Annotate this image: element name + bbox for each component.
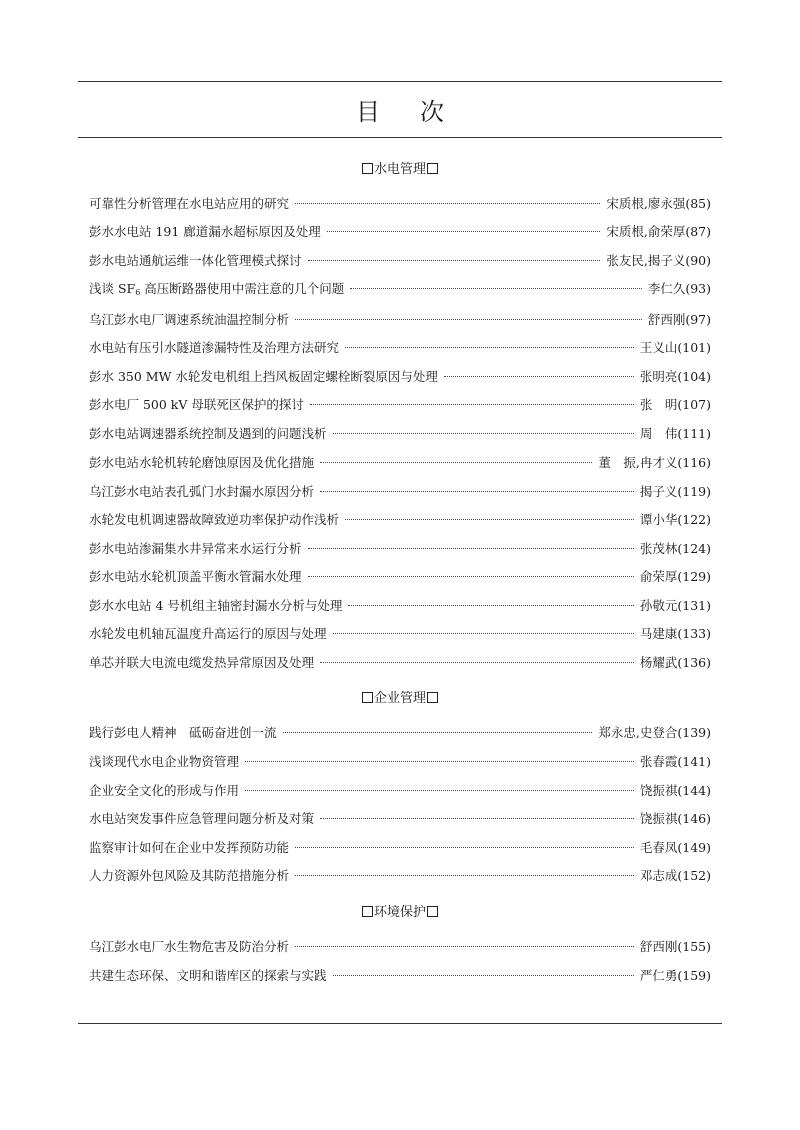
- entry-title: 乌江彭水电站表孔弧门水封漏水原因分析: [89, 484, 315, 499]
- dot-leader: [320, 818, 634, 819]
- entry-title: 水轮发电机调速器故障致逆功率保护动作浅析: [89, 512, 340, 527]
- entry-author-page: 宋质根,廖永强(85): [606, 196, 711, 211]
- entry-title: 人力资源外包风险及其防范措施分析: [89, 868, 290, 883]
- entry-author-page: 李仁久(93): [647, 281, 711, 296]
- section-heading-water-power: 水电管理: [0, 162, 800, 178]
- entry-author-page: 张茂林(124): [639, 541, 711, 556]
- dot-leader: [320, 462, 592, 463]
- toc-entry[interactable]: [89, 753, 711, 771]
- entry-title: 彭水电站水轮机转轮磨蚀原因及优化措施: [89, 455, 315, 470]
- dot-leader: [308, 576, 634, 577]
- entry-author-page: 毛春凤(149): [639, 840, 711, 855]
- entry-author-page: 郑永忠,史登合(139): [598, 725, 711, 740]
- dot-leader: [320, 491, 634, 492]
- entry-author-page: 严仁勇(159): [639, 968, 711, 983]
- dot-leader: [345, 519, 634, 520]
- toc-entry[interactable]: [89, 654, 711, 672]
- box-icon: [362, 692, 373, 703]
- toc-entry[interactable]: [89, 938, 711, 956]
- entry-title: 可靠性分析管理在水电站应用的研究: [89, 196, 290, 211]
- dot-leader: [444, 376, 634, 377]
- title-rule: [78, 137, 722, 138]
- entry-title: 浅谈现代水电企业物资管理: [89, 754, 240, 769]
- entry-author-page: 马建康(133): [639, 626, 711, 641]
- entry-title: 企业安全文化的形成与作用: [89, 783, 240, 798]
- toc-entry[interactable]: [89, 511, 711, 529]
- entry-author-page: 孙敬元(131): [639, 598, 711, 613]
- entry-author-page: 董 振,冉才义(116): [598, 455, 711, 470]
- toc-entry[interactable]: [89, 568, 711, 586]
- box-icon: [362, 163, 373, 174]
- toc-entry[interactable]: [89, 252, 711, 270]
- entry-author-page: 舒西刚(155): [639, 939, 711, 954]
- toc-entry[interactable]: [89, 810, 711, 828]
- toc-entry[interactable]: [89, 311, 711, 329]
- dot-leader: [295, 319, 642, 320]
- toc-entry[interactable]: [89, 195, 711, 213]
- entry-author-page: 谭小华(122): [639, 512, 711, 527]
- entry-author-page: 张 明(107): [639, 397, 711, 412]
- toc-entry[interactable]: [89, 425, 711, 443]
- entry-title: 浅谈 $SF_6$ 高压断路器使用中需注意的几个问题: [89, 281, 345, 297]
- dot-leader: [283, 732, 593, 733]
- entry-title: 彭水水电站 4 号机组主轴密封漏水分析与处理: [89, 598, 343, 613]
- top-rule: [78, 81, 722, 82]
- entry-author-page: 宋质根,俞荣厚(87): [606, 224, 711, 239]
- entry-author-page: 周 伟(111): [639, 426, 711, 441]
- entry-title: 监察审计如何在企业中发挥预防功能: [89, 840, 290, 855]
- toc-entry[interactable]: [89, 625, 711, 643]
- entry-author-page: 舒西刚(97): [647, 312, 711, 327]
- dot-leader: [320, 662, 634, 663]
- dot-leader: [245, 761, 634, 762]
- box-icon: [362, 906, 373, 917]
- entry-title: 水电站有压引水隧道渗漏特性及治理方法研究: [89, 340, 340, 355]
- entry-author-page: 饶振祺(144): [639, 783, 711, 798]
- entry-title: 彭水水电站 191 廊道漏水超标原因及处理: [89, 224, 321, 239]
- dot-leader: [348, 605, 633, 606]
- toc-entry[interactable]: [89, 368, 711, 386]
- toc-entry[interactable]: [89, 724, 711, 742]
- box-icon: [427, 906, 438, 917]
- entry-title: 彭水电站通航运维一体化管理模式探讨: [89, 253, 302, 268]
- bottom-rule: [78, 1023, 722, 1024]
- toc-entry[interactable]: [89, 223, 711, 241]
- entry-author-page: 邓志成(152): [639, 868, 711, 883]
- entry-author-page: 张友民,揭子义(90): [606, 253, 711, 268]
- section-heading-environmental-protection: 环境保护: [0, 905, 800, 921]
- toc-entry[interactable]: [89, 839, 711, 857]
- dot-leader: [245, 790, 634, 791]
- box-icon: [427, 163, 438, 174]
- entry-title: 彭水 350 MW 水轮发电机组上挡风板固定螺栓断裂原因与处理: [89, 369, 438, 384]
- title-char-2: 次: [420, 98, 444, 126]
- dot-leader: [295, 875, 634, 876]
- entry-author-page: 张明亮(104): [639, 369, 711, 384]
- entry-author-page: 揭子义(119): [639, 484, 711, 499]
- entry-author-page: 饶振祺(146): [639, 811, 711, 826]
- section-heading-enterprise-management: 企业管理: [0, 691, 800, 707]
- entry-author-page: 杨耀武(136): [639, 655, 711, 670]
- dot-leader: [308, 548, 634, 549]
- dot-leader: [333, 975, 634, 976]
- entry-title: 彭水电站调速器系统控制及遇到的问题浅析: [89, 426, 327, 441]
- dot-leader: [333, 433, 634, 434]
- toc-entry[interactable]: [89, 782, 711, 800]
- toc-entry[interactable]: [89, 483, 711, 501]
- entry-author-page: 张春霞(141): [639, 754, 711, 769]
- entry-title: 水电站突发事件应急管理问题分析及对策: [89, 811, 315, 826]
- entry-title: 共建生态环保、文明和谐库区的探索与实践: [89, 968, 327, 983]
- dot-leader: [308, 260, 601, 261]
- toc-entry[interactable]: [89, 280, 711, 298]
- entry-title: 践行彭电人精神 砥砺奋进创一流: [89, 725, 277, 740]
- entry-title: 水轮发电机轴瓦温度升高运行的原因与处理: [89, 626, 327, 641]
- entry-title: 彭水电站渗漏集水井异常来水运行分析: [89, 541, 302, 556]
- title-char-1: 目: [356, 98, 380, 126]
- page-title: [0, 92, 800, 127]
- toc-entry[interactable]: [89, 454, 711, 472]
- toc-entry[interactable]: [89, 867, 711, 885]
- entry-author-page: 王义山(101): [639, 340, 711, 355]
- entry-author-page: 俞荣厚(129): [639, 569, 711, 584]
- box-icon: [427, 692, 438, 703]
- entry-title: 彭水电站水轮机顶盖平衡水管漏水处理: [89, 569, 302, 584]
- toc-entry[interactable]: [89, 339, 711, 357]
- entry-title: 乌江彭水电厂水生物危害及防治分析: [89, 939, 290, 954]
- toc-entry[interactable]: [89, 396, 711, 414]
- dot-leader: [350, 288, 642, 289]
- dot-leader: [333, 633, 634, 634]
- dot-leader: [345, 347, 634, 348]
- entry-title: 单芯并联大电流电缆发热异常原因及处理: [89, 655, 315, 670]
- dot-leader: [295, 203, 600, 204]
- dot-leader: [310, 404, 634, 405]
- toc-entry[interactable]: [89, 967, 711, 985]
- entry-title: 彭水电厂 500 kV 母联死区保护的探讨: [89, 397, 304, 412]
- dot-leader: [327, 231, 601, 232]
- entry-title: 乌江彭水电厂调速系统油温控制分析: [89, 312, 290, 327]
- toc-entry[interactable]: [89, 540, 711, 558]
- dot-leader: [295, 946, 634, 947]
- toc-entry[interactable]: [89, 597, 711, 615]
- dot-leader: [295, 847, 634, 848]
